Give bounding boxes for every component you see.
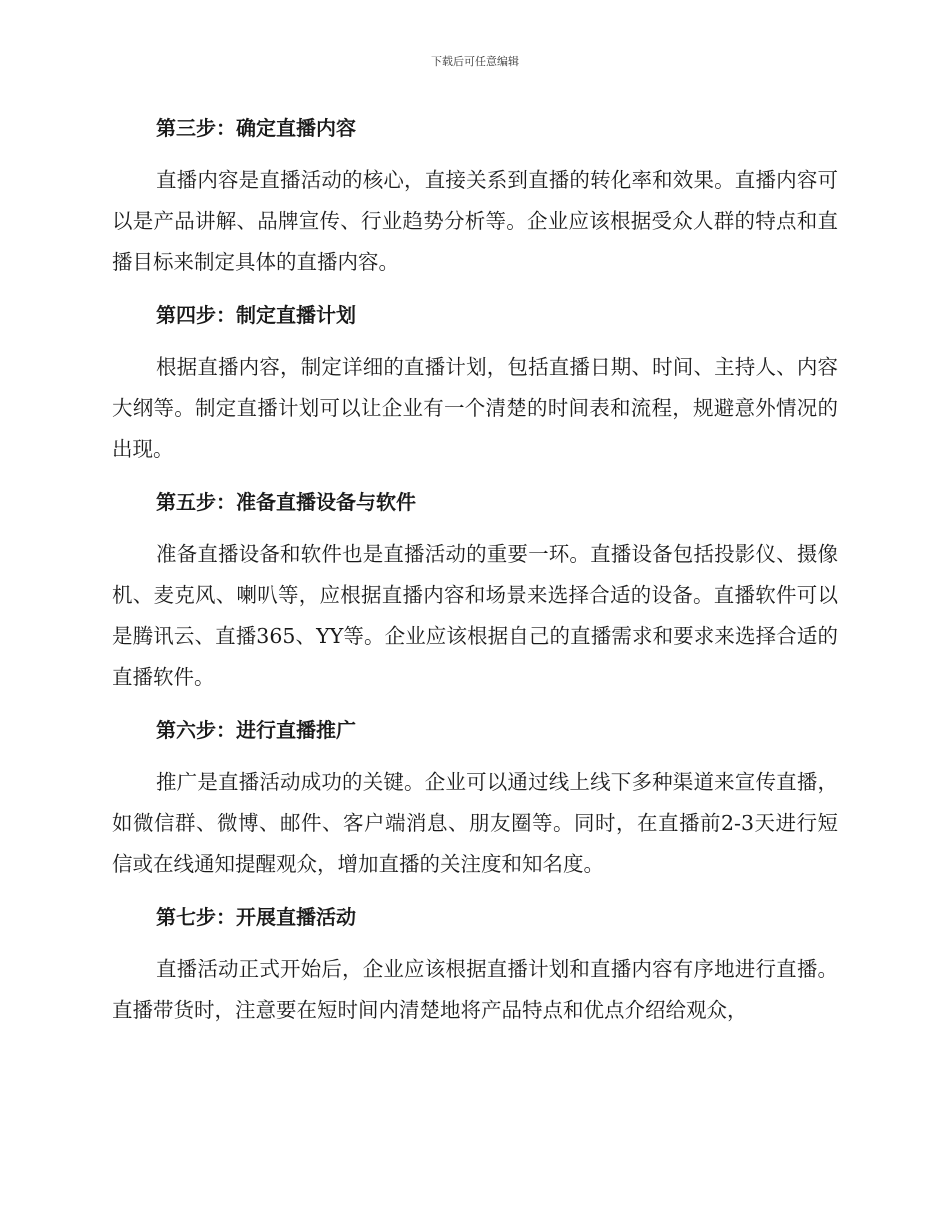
section-step-4	[112, 295, 838, 470]
section-heading: 第五步：准备直播设备与软件	[156, 490, 416, 514]
section-paragraph: 根据直播内容，制定详细的直播计划，包括直播日期、时间、主持人、内容大纲等。制定直播计划可以让企业有一个清楚的时间表和流程，规避意外情况的出现。	[112, 355, 838, 461]
section-heading: 第三步：确定直播内容	[156, 116, 356, 140]
section-heading: 第六步：进行直播推广	[156, 718, 356, 742]
section-paragraph: 推广是直播活动成功的关键。企业可以通过线上线下多种渠道来宣传直播，如微信群、微博、邮件、客户端消息、朋友圈等。同时，在直播前2-3天进行短信或在线通知提醒观众，增加直播的关注度和知名度。	[112, 770, 838, 876]
section-paragraph: 准备直播设备和软件也是直播活动的重要一环。直播设备包括投影仪、摄像机、麦克风、喇叭等，应根据直播内容和场景来选择合适的设备。直播软件可以是腾讯云、直播365、YY等。企业应该根据自己的直播需求和要求来选择合适的直播软件。	[112, 542, 838, 689]
section-step-7	[112, 897, 838, 1031]
section-heading: 第四步：制定直播计划	[156, 303, 356, 327]
page-header: 下载后可任意编辑	[431, 55, 519, 68]
section-step-6	[112, 710, 838, 885]
section-paragraph: 直播内容是直播活动的核心，直接关系到直播的转化率和效果。直播内容可以是产品讲解、品牌宣传、行业趋势分析等。企业应该根据受众人群的特点和直播目标来制定具体的直播内容。	[112, 168, 838, 274]
section-heading: 第七步：开展直播活动	[156, 905, 356, 929]
section-paragraph: 直播活动正式开始后，企业应该根据直播计划和直播内容有序地进行直播。直播带货时，注意要在短时间内清楚地将产品特点和优点介绍给观众，	[112, 957, 838, 1022]
section-step-5	[112, 482, 838, 698]
section-step-3	[112, 108, 838, 283]
document-body	[112, 108, 838, 1043]
